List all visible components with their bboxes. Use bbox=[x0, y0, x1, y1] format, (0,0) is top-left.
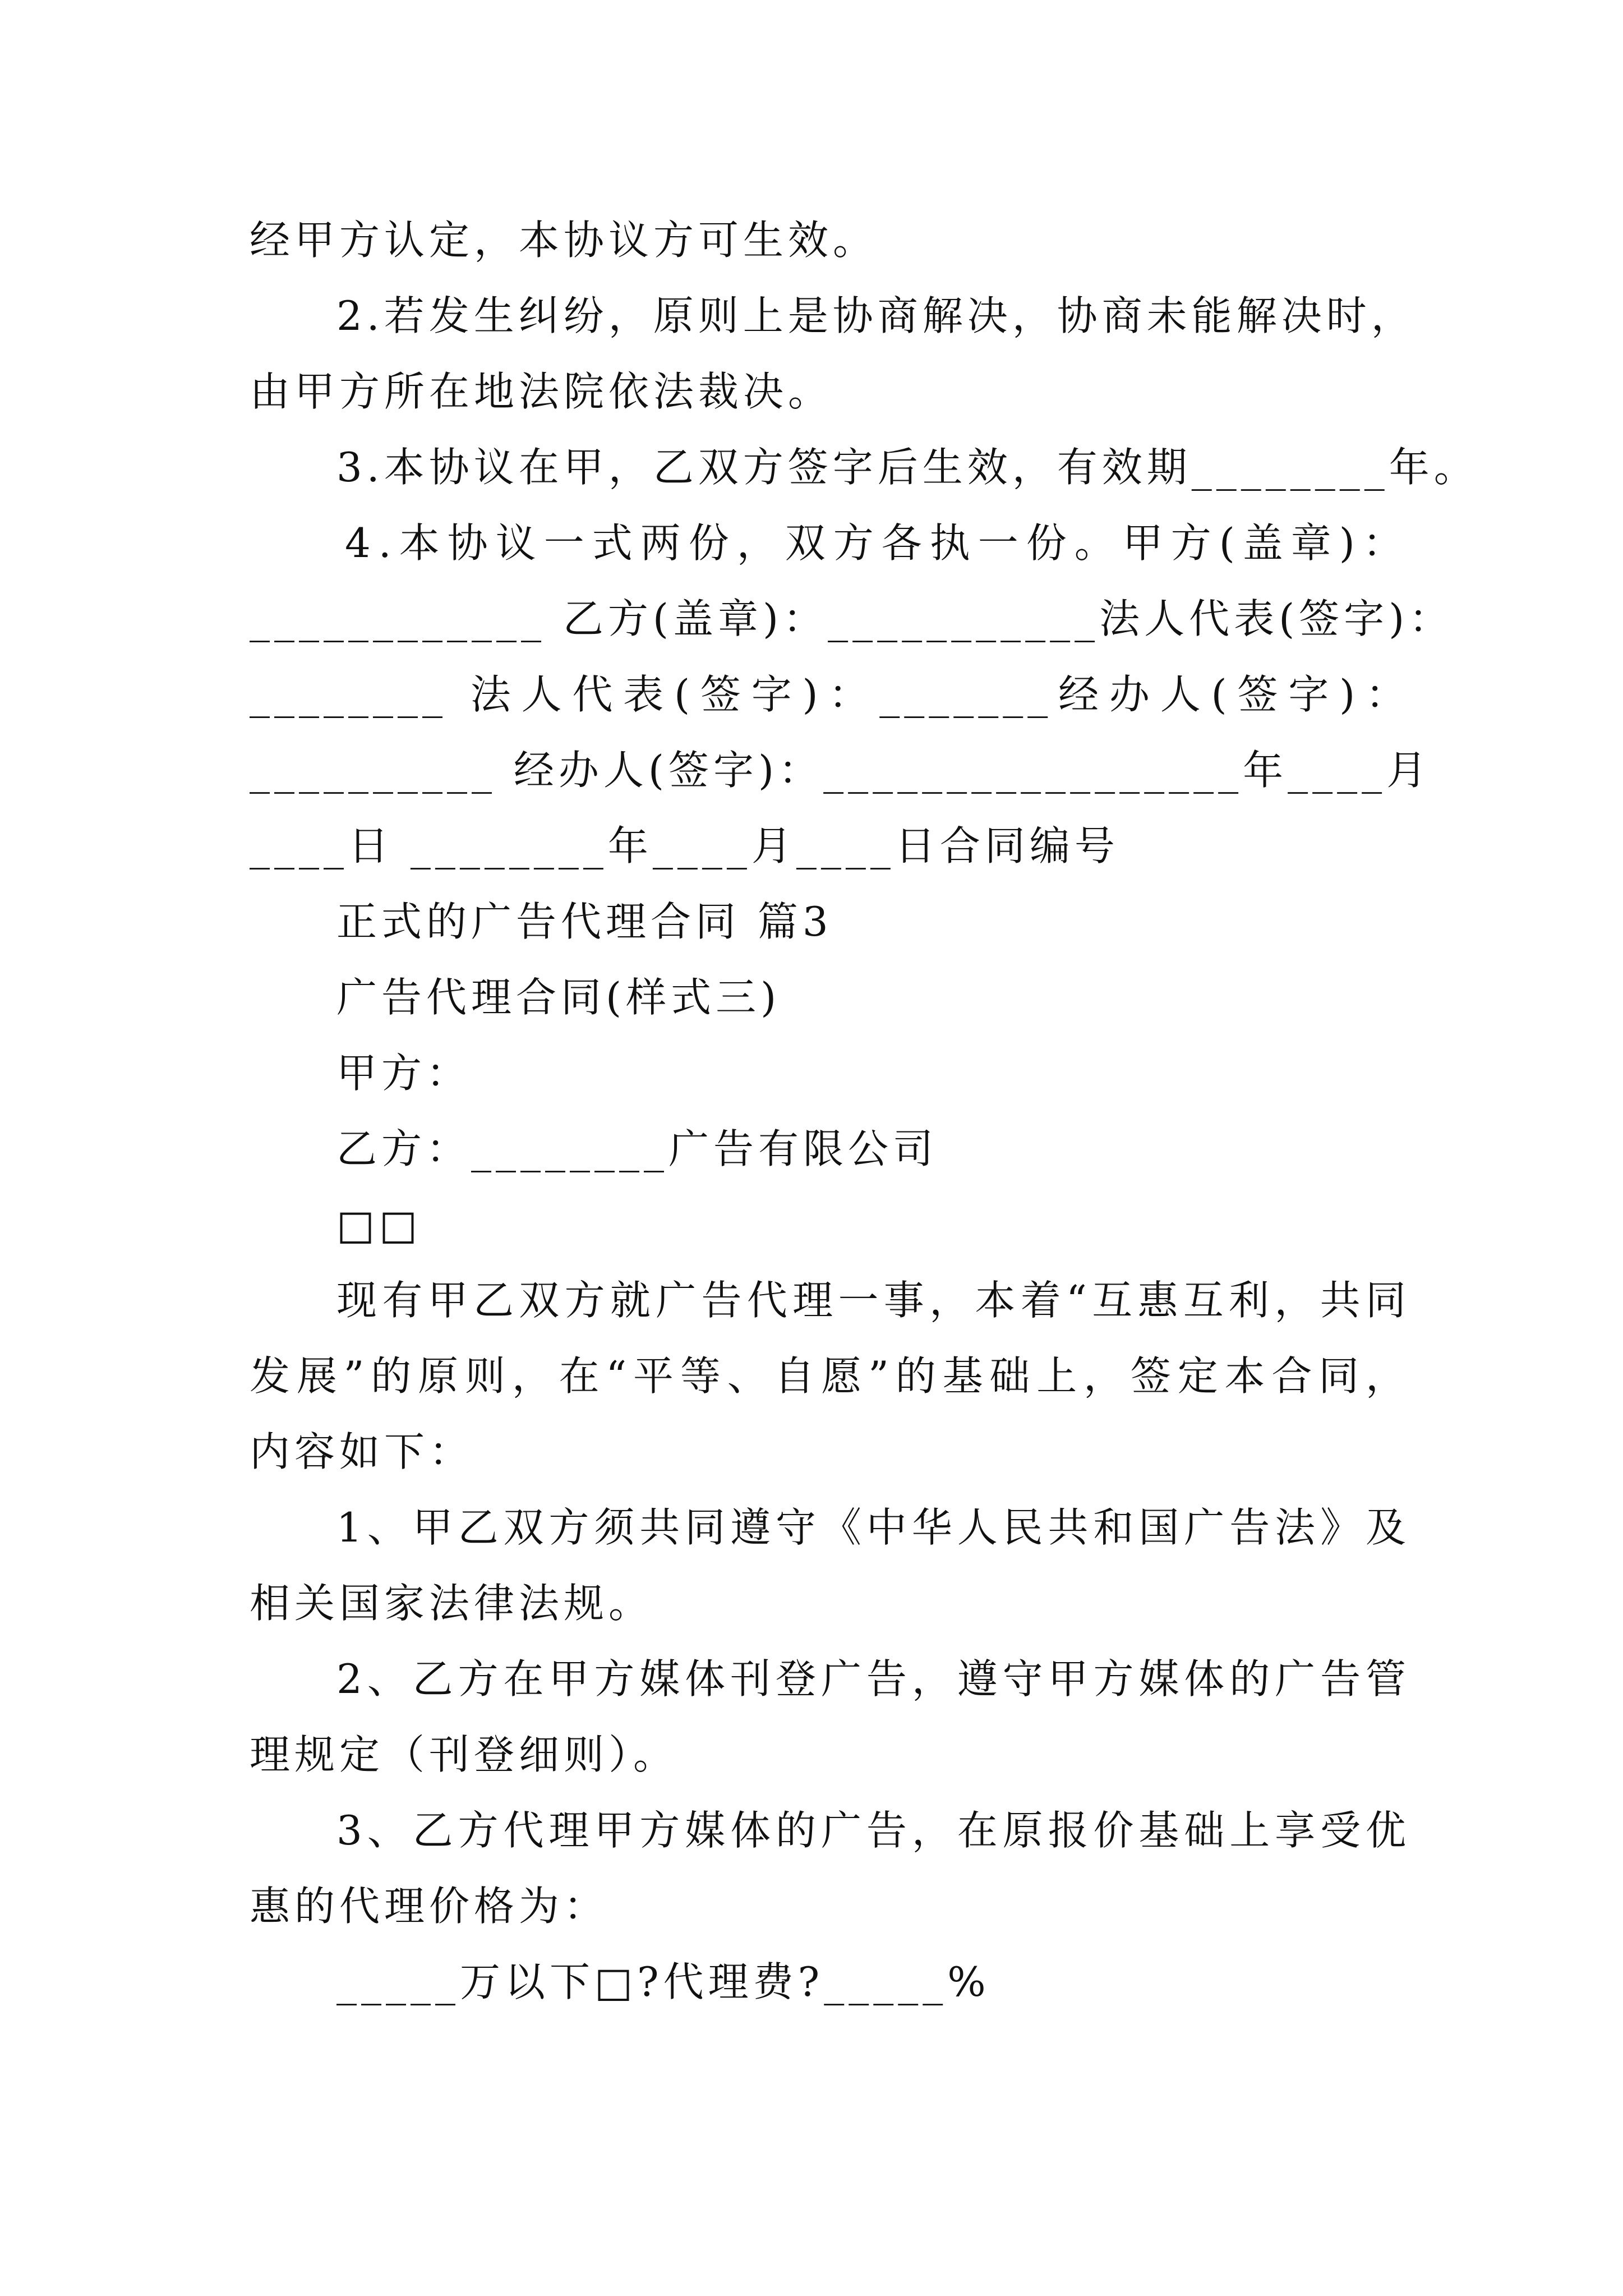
text-line: 内容如下： bbox=[250, 1428, 474, 1475]
text-line: 现有甲乙双方就广告代理一事，本着“互惠互利，共同 bbox=[336, 1277, 1410, 1324]
text-line: 3.本协议在甲，乙双方签字后生效，有效期________年。 bbox=[336, 444, 1479, 491]
section-title: 正式的广告代理合同 篇3 bbox=[336, 898, 833, 945]
text-line: 由甲方所在地法院依法裁决。 bbox=[250, 368, 833, 415]
party-a-line: 甲方： bbox=[336, 1050, 472, 1097]
text-line: ________ 法人代表(签字)：_______经办人(签字)： bbox=[250, 671, 1410, 718]
text-line: 理规定（刊登细则）。 bbox=[250, 1731, 679, 1778]
party-b-line: 乙方：________广告有限公司 bbox=[336, 1125, 938, 1172]
placeholder-glyphs: □□ bbox=[336, 1201, 422, 1248]
text-line: ____________ 乙方(盖章)：___________法人代表(签字)： bbox=[250, 595, 1454, 642]
text-line: 相关国家法律法规。 bbox=[250, 1580, 654, 1627]
text-line: 2.若发生纠纷，原则上是协商解决，协商未能解决时， bbox=[336, 292, 1416, 339]
text-line: 1、甲乙双方须共同遵守《中华人民共和国广告法》及 bbox=[336, 1504, 1410, 1551]
text-line: 2、乙方在甲方媒体刊登广告，遵守甲方媒体的广告管 bbox=[336, 1655, 1410, 1703]
text-line: _____万以下□?代理费?_____% bbox=[336, 1958, 990, 2005]
contract-title: 广告代理合同(样式三) bbox=[336, 974, 781, 1021]
text-line: ____日 ________年____月____日合同编号 bbox=[250, 822, 1119, 869]
text-line: __________ 经办人(签字)：_________________年____月 bbox=[250, 747, 1432, 794]
text-line: 经甲方认定，本协议方可生效。 bbox=[250, 217, 878, 264]
text-line: 发展”的原则，在“平等、自愿”的基础上，签定本合同， bbox=[250, 1352, 1410, 1400]
text-line: 惠的代理价格为： bbox=[250, 1883, 609, 1930]
text-line: 3、乙方代理甲方媒体的广告，在原报价基础上享受优 bbox=[336, 1807, 1410, 1854]
text-line: 4.本协议一式两份，双方各执一份。甲方(盖章)： bbox=[345, 519, 1411, 567]
